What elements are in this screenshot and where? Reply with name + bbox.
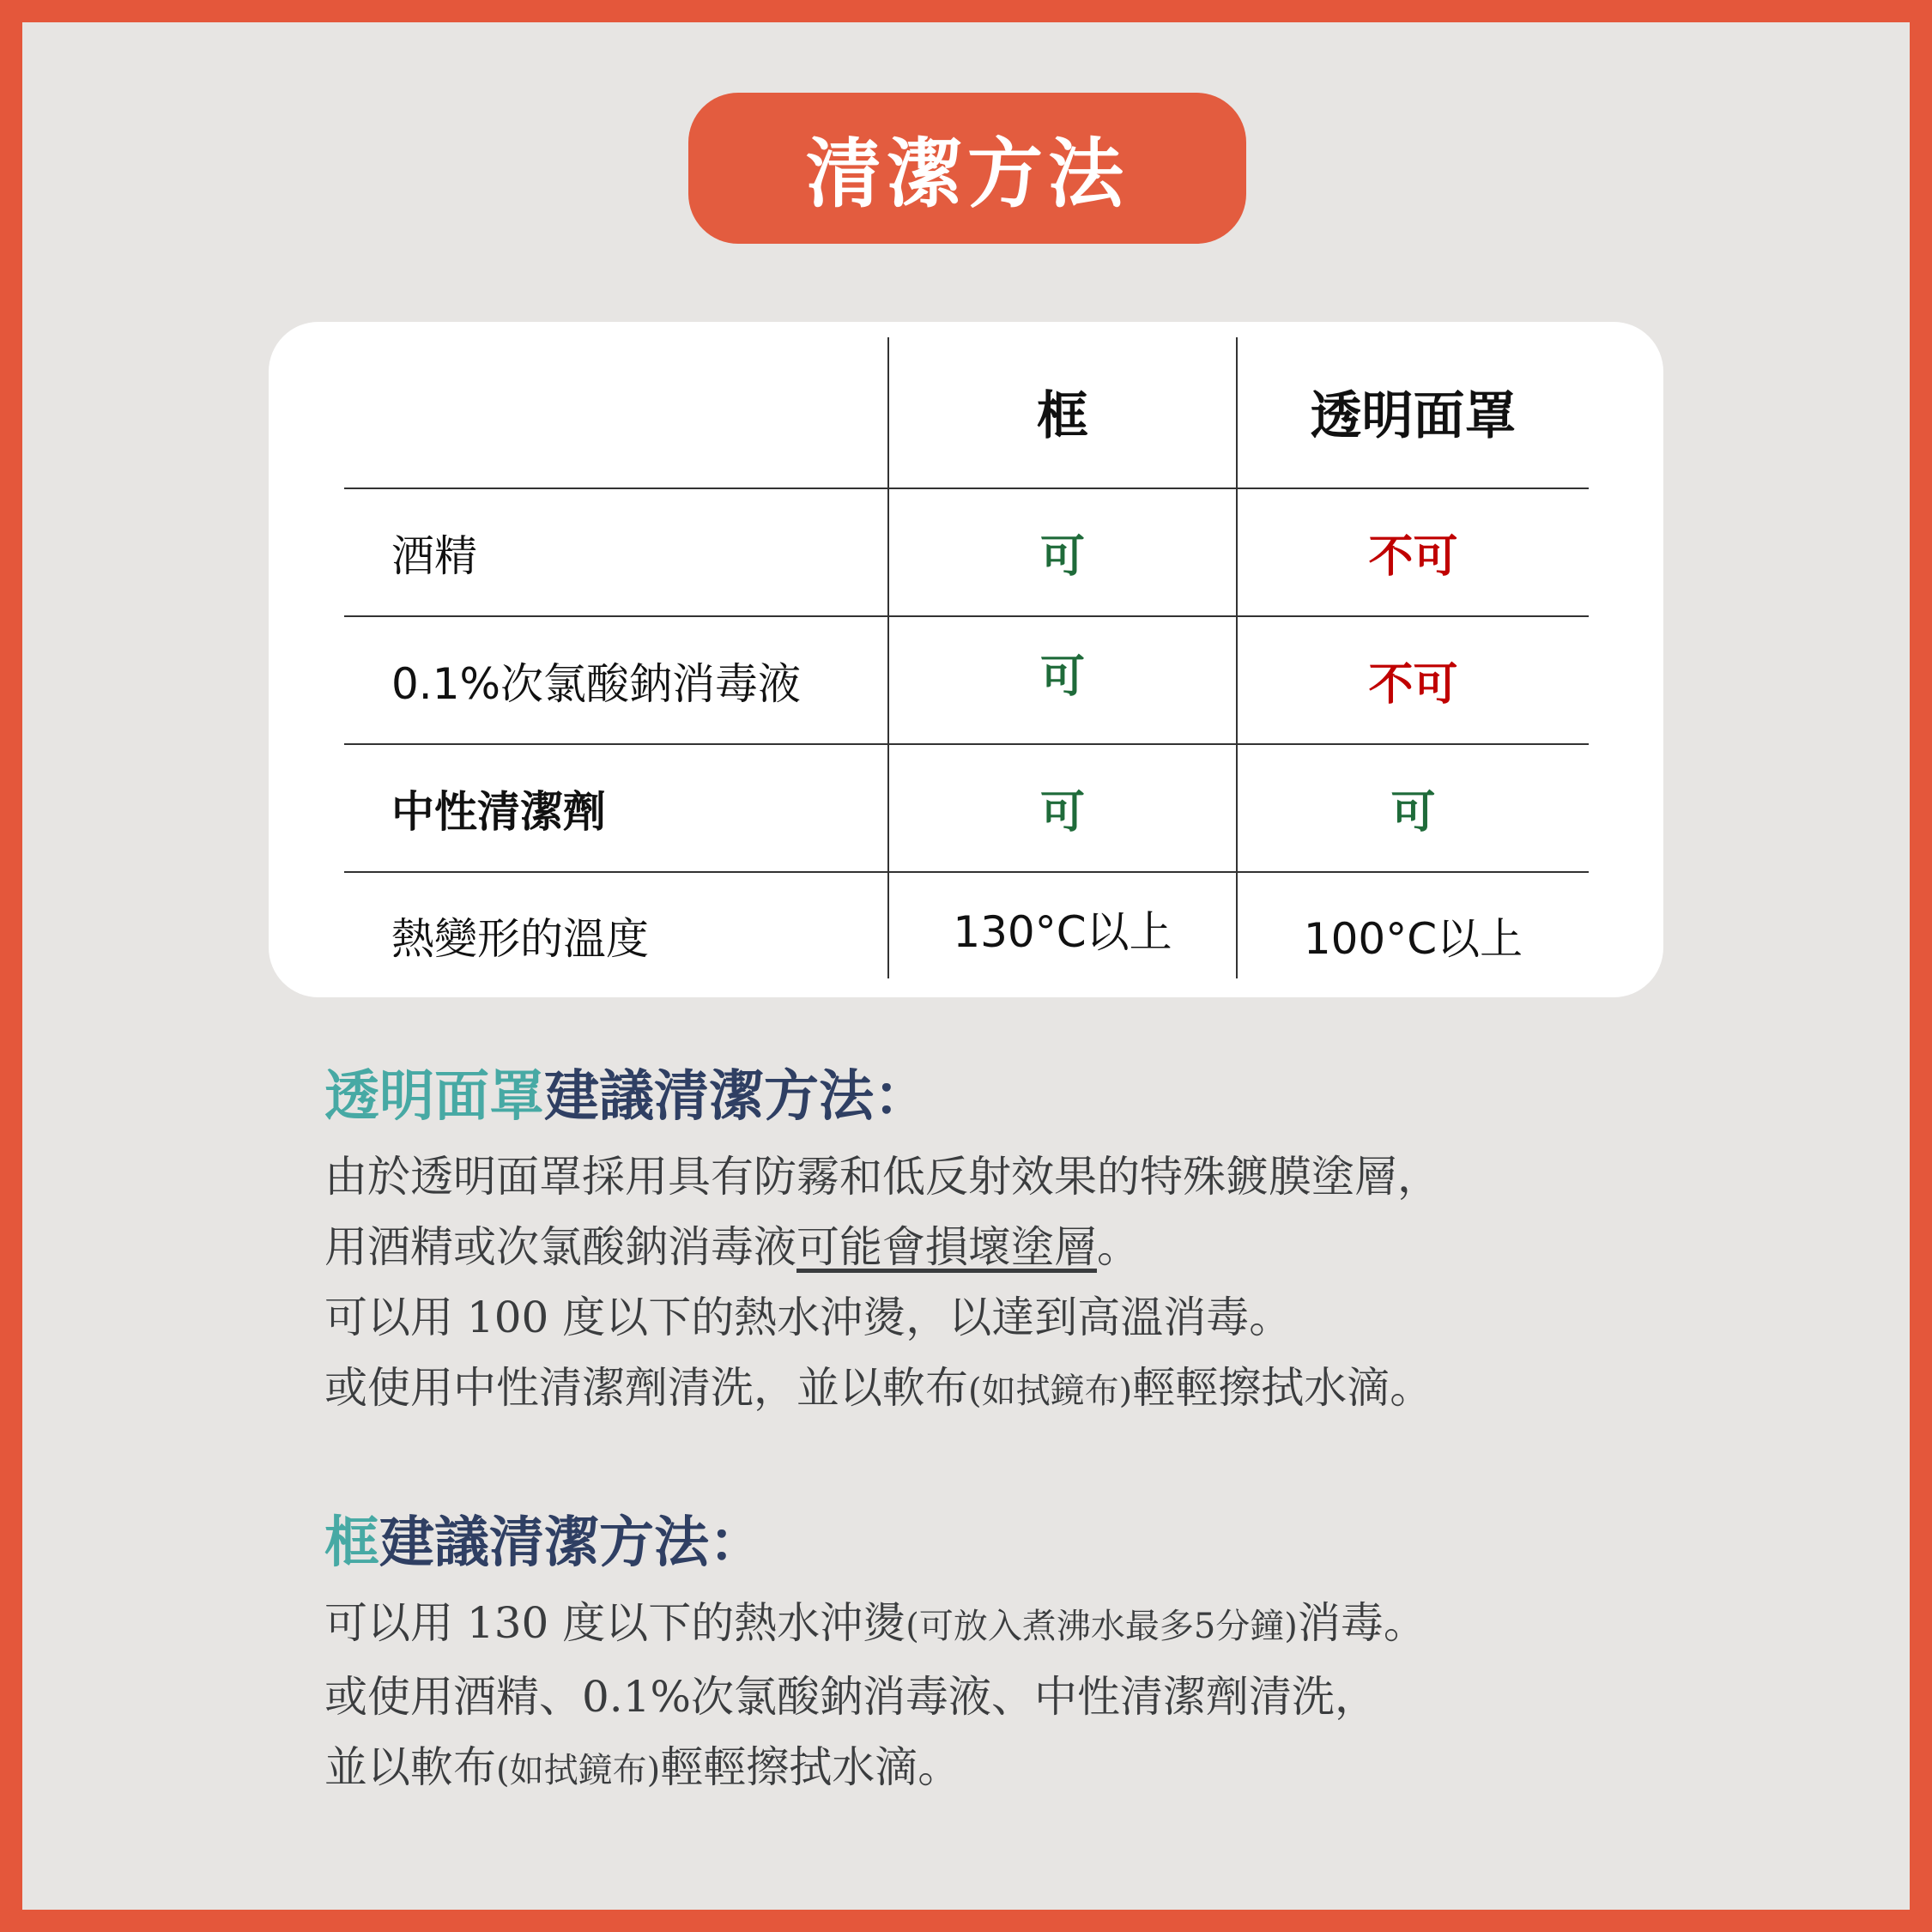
section-title-highlight: 透明面罩 xyxy=(324,1064,544,1129)
table-cell-shield: 100°C以上 xyxy=(1303,913,1523,964)
text-span: 可以用 130 度以下的熱水沖燙 xyxy=(324,1598,906,1648)
shield-cleaning-section xyxy=(324,1063,1681,1426)
table-cell-frame: 可 xyxy=(1039,651,1085,703)
row-label: 熱變形的溫度 xyxy=(391,913,649,964)
paragraph-line: 或使用酒精、0.1%次氯酸鈉消毒液、中性清潔劑清洗， xyxy=(324,1672,1378,1722)
page-frame xyxy=(22,22,1910,1910)
section-title-rest: 建議清潔方法： xyxy=(544,1064,929,1129)
table-cell-frame: 可 xyxy=(1039,531,1085,583)
text-span: 消毒。 xyxy=(1297,1598,1426,1648)
text-span: 用酒精或次氯酸鈉消毒液 xyxy=(324,1222,796,1272)
paragraph-line: 可以用 100 度以下的熱水沖燙，以達到高溫消毒。 xyxy=(324,1293,1293,1342)
table-cell-shield: 不可 xyxy=(1368,659,1458,711)
underlined-warning: 可能會損壞塗層 xyxy=(796,1222,1097,1272)
page-title: 清潔方法 xyxy=(805,129,1129,218)
section-title xyxy=(324,1063,1681,1131)
comparison-table xyxy=(269,322,1663,997)
table-cell-shield: 不可 xyxy=(1368,531,1458,583)
paragraph-line: 由於透明面罩採用具有防霧和低反射效果的特殊鍍膜塗層， xyxy=(324,1152,1440,1202)
table-cell-frame: 可 xyxy=(1039,787,1085,839)
section-title-highlight: 框 xyxy=(324,1511,379,1575)
table-cell-shield: 可 xyxy=(1390,787,1436,839)
column-header-shield: 透明面罩 xyxy=(1310,386,1517,446)
text-span: 。 xyxy=(1097,1222,1140,1272)
text-span: 輕輕擦拭水滴。 xyxy=(1132,1363,1433,1413)
row-label: 酒精 xyxy=(391,530,477,581)
text-span-small: (如拭鏡布) xyxy=(968,1372,1133,1411)
text-span: 並以軟布 xyxy=(324,1742,496,1792)
column-header-frame: 框 xyxy=(1037,386,1088,446)
row-label: 0.1%次氯酸鈉消毒液 xyxy=(391,658,802,709)
text-span-small: (可放入煮沸水最多5分鐘) xyxy=(905,1607,1298,1646)
table-cell-frame: 130°C以上 xyxy=(953,906,1172,957)
text-span: 或使用中性清潔劑清洗，並以軟布 xyxy=(324,1363,968,1413)
paragraph-line xyxy=(324,1588,1681,1662)
frame-cleaning-section xyxy=(324,1509,1681,1806)
row-label: 中性清潔劑 xyxy=(391,786,606,837)
section-title-rest: 建議清潔方法： xyxy=(379,1511,764,1575)
paragraph-line xyxy=(324,1732,1681,1806)
paragraph-line xyxy=(324,1212,1681,1282)
text-span: 輕輕擦拭水滴。 xyxy=(660,1742,961,1792)
paragraph-line xyxy=(324,1353,1681,1426)
text-span-small: (如拭鏡布) xyxy=(496,1751,661,1790)
section-title xyxy=(324,1509,1681,1578)
title-banner xyxy=(688,93,1246,244)
